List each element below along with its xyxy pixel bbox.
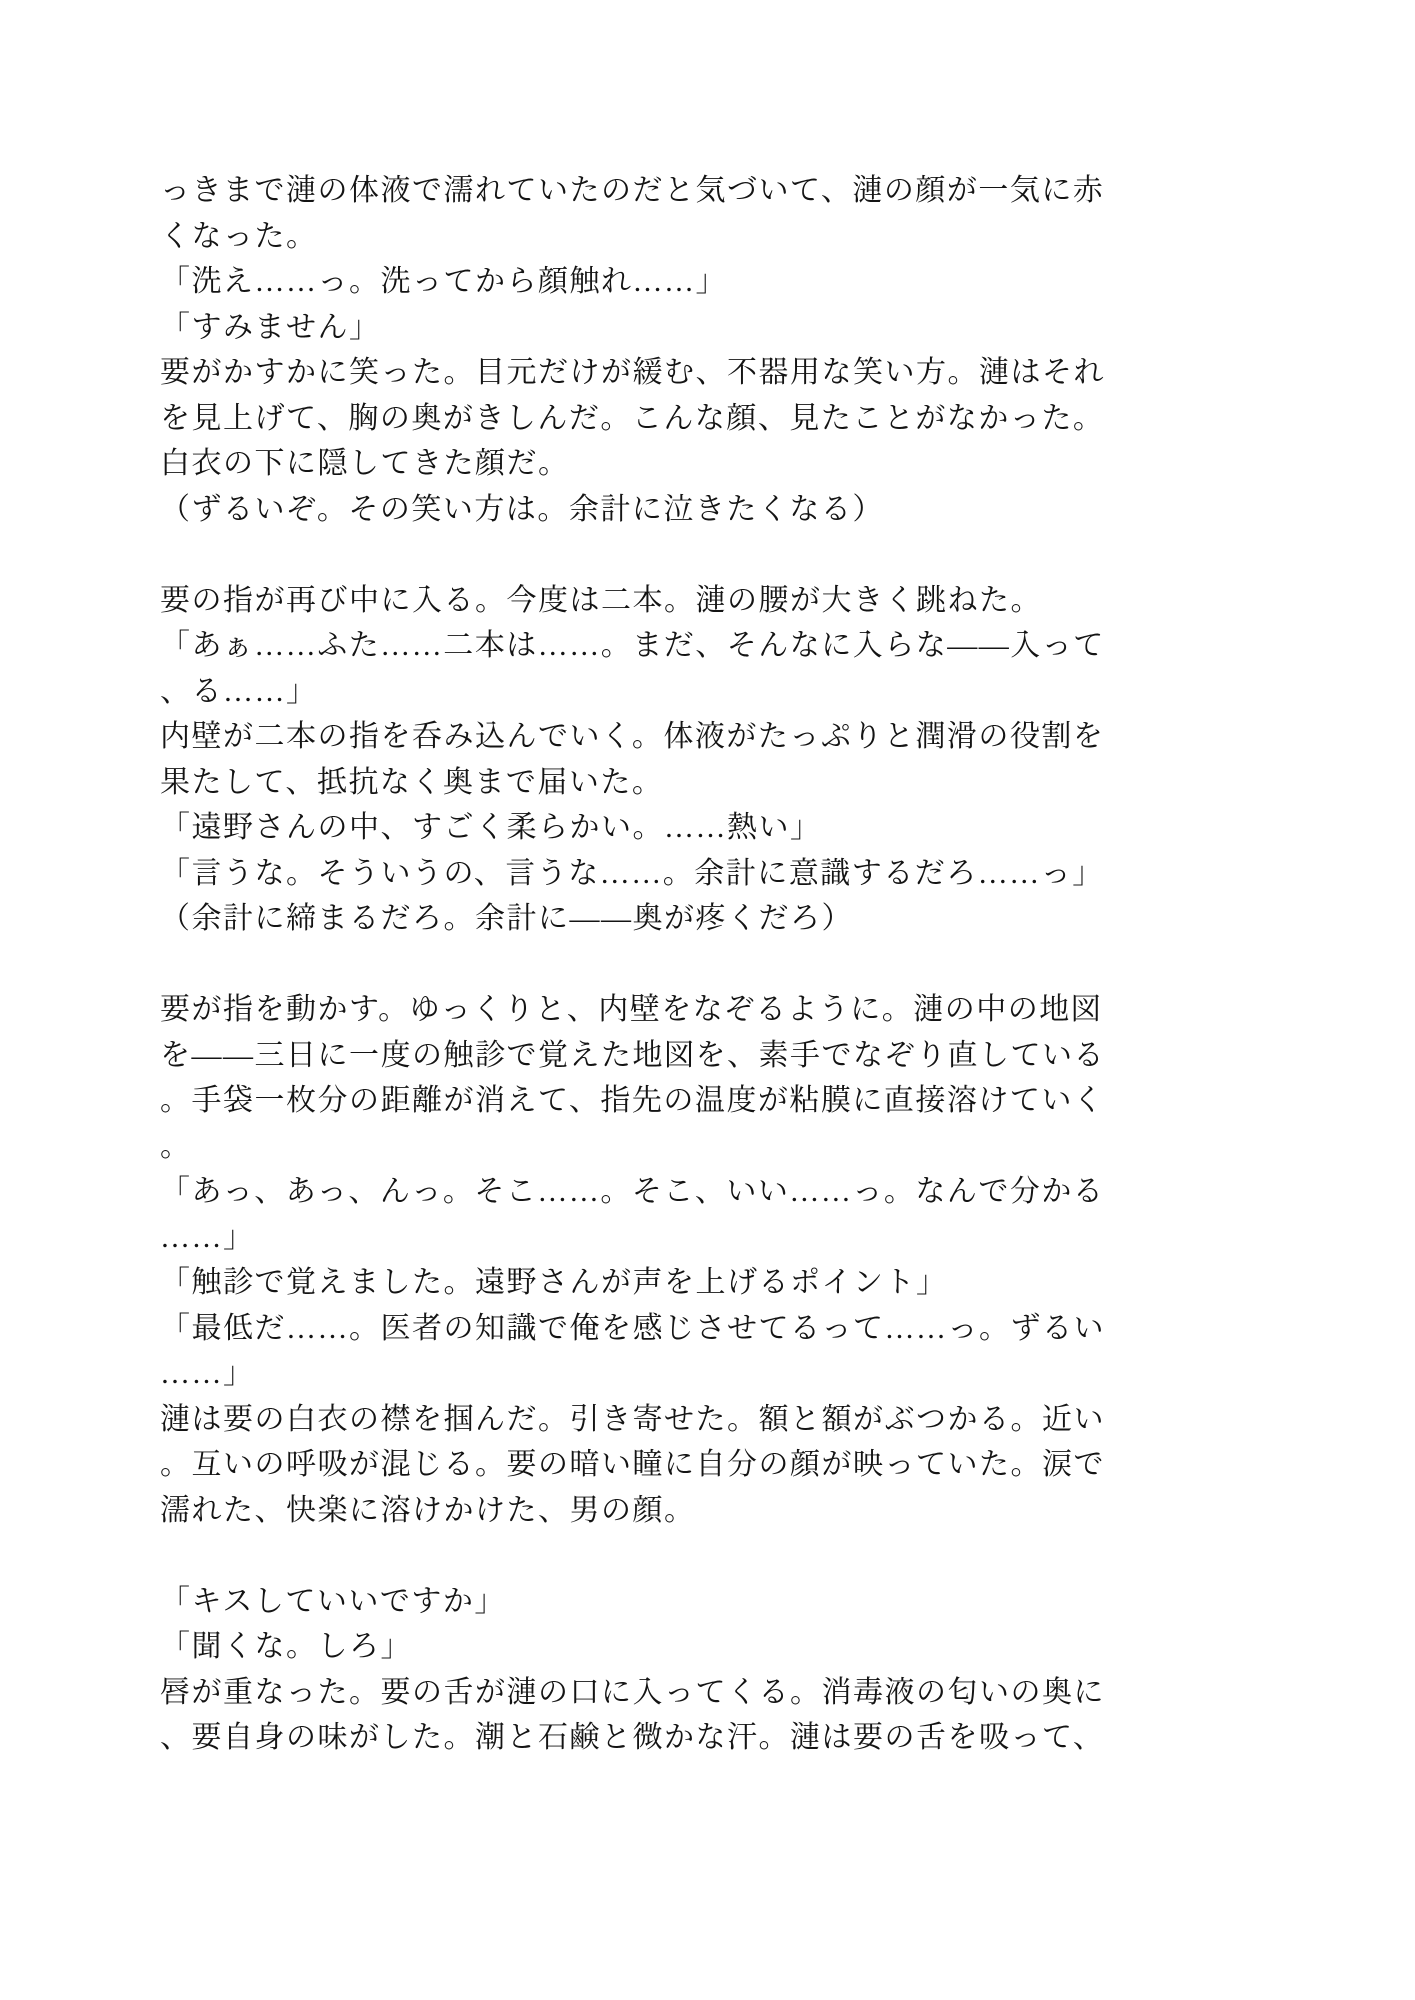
text-line: 要がかすかに笑った。目元だけが緩む、不器用な笑い方。漣はそれ (160, 356, 1105, 389)
text-line: 「すみません」 (160, 310, 381, 344)
text-line: っきまで漣の体液で濡れていたのだと気づいて、漣の顔が一気に赤 (160, 174, 1105, 207)
text-line: 「洗え……っ。洗ってから顔触れ……」 (160, 265, 727, 298)
text-line: 「触診で覚えました。遠野さんが声を上げるポイント」 (160, 1266, 948, 1299)
text-line: 。 (160, 1129, 192, 1163)
text-line: 「あぁ……ふた……二本は……。まだ、そんなに入らな——入って (160, 629, 1105, 662)
text-line: ……」 (160, 1220, 255, 1254)
text-line: 「聞くな。しろ」 (160, 1630, 412, 1663)
paragraph-block (160, 987, 1380, 1533)
paragraph-block (160, 578, 1380, 942)
text-line: 果たして、抵抗なく奥まで届いた。 (160, 765, 664, 799)
text-line: 要が指を動かす。ゆっくりと、内壁をなぞるように。漣の中の地図 (160, 993, 1103, 1026)
text-line: 「あっ、あっ、んっ。そこ……。そこ、いい……っ。なんで分かる (160, 1175, 1105, 1208)
text-line: を——三日に一度の触診で覚えた地図を、素手でなぞり直している (160, 1038, 1105, 1072)
text-line: 濡れた、快楽に溶けかけた、男の顔。 (160, 1493, 696, 1527)
text-line: 「言うな。そういうの、言うな……。余計に意識するだろ……っ」 (160, 856, 1104, 890)
text-line: 要の指が再び中に入る。今度は二本。漣の腰が大きく跳ねた。 (160, 583, 1042, 617)
text-line: 「遠野さんの中、すごく柔らかい。……熱い」 (160, 811, 822, 844)
paragraph-block (160, 1579, 1380, 1761)
text-line: くなった。 (160, 219, 318, 253)
text-line: を見上げて、胸の奥がきしんだ。こんな顔、見たことがなかった。 (160, 401, 1105, 435)
text-line: 「最低だ……。医者の知識で俺を感じさせてるって……っ。ずるい (160, 1311, 1105, 1345)
text-line: （余計に締まるだろ。余計に——奥が疼くだろ） (160, 902, 853, 935)
text-line: 、要自身の味がした。潮と石鹸と微かな汗。漣は要の舌を吸って、 (160, 1721, 1105, 1754)
text-line: 、る……」 (160, 674, 318, 708)
text-line: 「キスしていいですか」 (160, 1584, 506, 1618)
text-line: 。互いの呼吸が混じる。要の暗い瞳に自分の顔が映っていた。涙で (160, 1448, 1105, 1481)
text-line: 唇が重なった。要の舌が漣の口に入ってくる。消毒液の匂いの奥に (160, 1675, 1105, 1709)
paragraph-block (160, 168, 1380, 532)
page-text (160, 168, 1380, 1761)
text-line: 。手袋一枚分の距離が消えて、指先の温度が粘膜に直接溶けていく (160, 1084, 1105, 1117)
text-line: ……」 (160, 1357, 255, 1390)
text-line: 内壁が二本の指を呑み込んでいく。体液がたっぷりと潤滑の役割を (160, 720, 1105, 753)
text-line: 漣は要の白衣の襟を掴んだ。引き寄せた。額と額がぶつかる。近い (160, 1402, 1105, 1436)
text-line: 白衣の下に隠してきた顔だ。 (160, 447, 570, 480)
text-line: （ずるいぞ。その笑い方は。余計に泣きたくなる） (160, 492, 884, 526)
